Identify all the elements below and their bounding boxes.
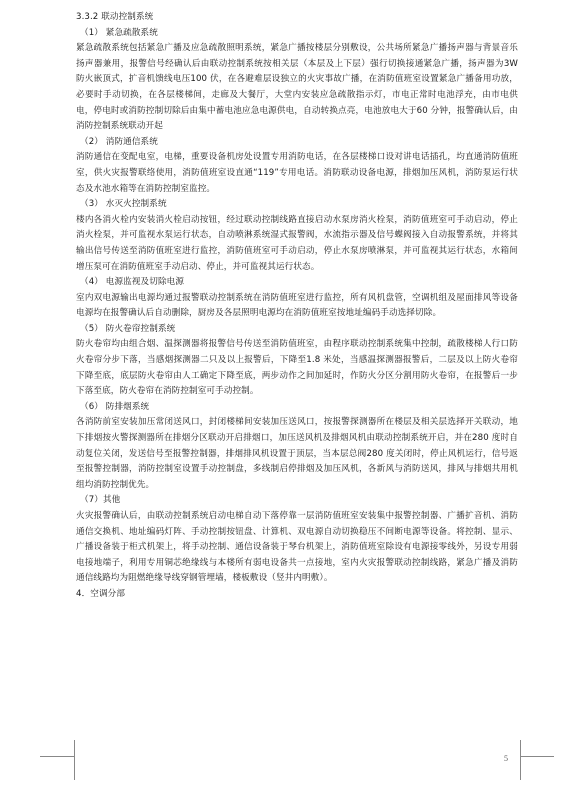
subsection-heading-6: （6） 防排烟系统 bbox=[80, 401, 150, 412]
subsection-body-6: 各消防前室安装加压常闭送风口，封闭楼梯间安装加压送风口，按报警探测器所在楼层及相关层选择开关联动，地下排烟按火警探测器所在排烟分区联动开启排烟口，加压送风机及排烟风机由联动控制系统开启，并在280 度时自动复位关闭，发送信号至报警控制器，排烟排风机设置于顶层，当本层总阀280 度关闭时，停止风机运行，信号返至报警控制器，消防控制室设置手动控制盘，多线制启停排烟及加压风机，各新风与消防送风，排风与排烟共用机组均消防控制优先。 bbox=[76, 417, 518, 490]
page-number: 5 bbox=[504, 754, 508, 763]
page-corner-mark-right bbox=[520, 756, 554, 757]
subsection-body-5: 防火卷帘均由组合烟、温探测器将报警信号传送至消防值班室，由程序联动控制系统集中控制，疏散楼梯人行口防火卷帘分步下落，当感烟探测器二只及以上报警后，下降至1.8 米处，当感温探测器报警后，二层及以上防火卷帘下降至底，底层防火卷帘由人工确定下降至底，两步动作之间加延时，作防火分区分割用防火卷帘，在报警后一步下落至底，防火卷帘在消防控制室可手动控制。 bbox=[76, 339, 518, 397]
subsection-heading-2: （2） 消防通信系统 bbox=[80, 136, 158, 147]
page-corner-mark-left bbox=[40, 756, 74, 757]
subsection-body-1: 紧急疏散系统包括紧急广播及应急疏散照明系统，紧急广播按楼层分别敷设，公共场所紧急广播扬声器与背景音乐扬声器兼用，报警信号经确认后由联动控制系统按相关层（本层及上下层）强行切换接通紧急广播，扬声器为3W 防火嵌顶式，扩音机馈线电压100 伏，在各避难层设独立的火灾事故广播，在消防值班室设置紧急广播备用功放，必要时手动切换，在各层楼梯间，走廊及大餐厅，大堂内安装应急疏散指示灯，市电正常时电池浮充，由市电供电，停电时或消防控制切除后由集中蓄电池应急电源供电，自动转换点亮，电池放电大于60 分钟，报警确认后，由消防控制系统联动开起 bbox=[76, 43, 518, 132]
subsection-body-3: 楼内各消火栓内安装消火栓启动按钮，经过联动控制线路直接启动水泵房消火栓泵，消防值班室可手动启动，停止消火栓泵，并可监视水泵运行状态，自动喷淋系统湿式报警阀，水流指示器及信号蝶阀接入自动报警系统，并将其输出信号传送至消防值班室进行监控，消防值班室可手动启动，停止水泵房喷淋泵，并可监视其运行状态，水箱间增压泵可在消防值班室手动启动、停止，并可监视其运行状态。 bbox=[76, 214, 518, 272]
page-corner-mark-left-vertical bbox=[74, 740, 75, 780]
subsection-heading-3: （3） 水灭火控制系统 bbox=[80, 199, 167, 210]
subsection-body-4: 室内双电源输出电源均通过报警联动控制系统在消防值班室进行监控，所有风机盘管，空调机组及屋面排风等设备电源均在报警确认后自动删除，厨房及各层照明电源均在消防值班室按地址编码手动选择切除。 bbox=[76, 292, 518, 319]
subsection-heading-1: （1） 紧急疏散系统 bbox=[80, 27, 158, 38]
subsection-heading-4: （4） 电源监视及切除电源 bbox=[80, 277, 185, 288]
next-section-heading: 4．空调分部 bbox=[76, 588, 126, 599]
subsection-body-7: 火灾报警确认后，由联动控制系统启动电梯自动下落停靠一层消防值班室安装集中报警控制器、广播扩音机、消防通信交换机、地址编码灯阵、手动控制按钮盘、计算机、双电源自动切换稳压不间断电源等设备。将控制、显示、广播设备装于柜式机架上，将手动控制、通信设备装于琴台机架上，消防值班室除设有电源接零线外，另设专用弱电接地端子，利用专用铜芯绝缘线与本楼所有弱电设备共一点接地，室内火灾报警联动控制线路，紧急广播及消防通信线路均为阻燃绝缘导线穿钢管埋墙，楼板敷设（竖井内明敷）。 bbox=[76, 511, 518, 584]
document-content bbox=[76, 10, 518, 603]
subsection-heading-7: （7）其他 bbox=[80, 495, 121, 506]
page-corner-mark-right-vertical bbox=[520, 740, 521, 780]
subsection-heading-5: （5） 防火卷帘控制系统 bbox=[80, 323, 176, 334]
section-title: 3.3.2 联动控制系统 bbox=[76, 12, 154, 22]
subsection-body-2: 消防通信在变配电室，电梯，重要设备机房处设置专用消防电话，在各层楼梯口设对讲电话插孔，均直通消防值班室，供火灾报警联络使用，消防值班室设直通“119”专用电话。消防联动设备电源，排烟加压风机，消防泵运行状态及水池水箱等在消防控制室监控。 bbox=[76, 152, 518, 194]
